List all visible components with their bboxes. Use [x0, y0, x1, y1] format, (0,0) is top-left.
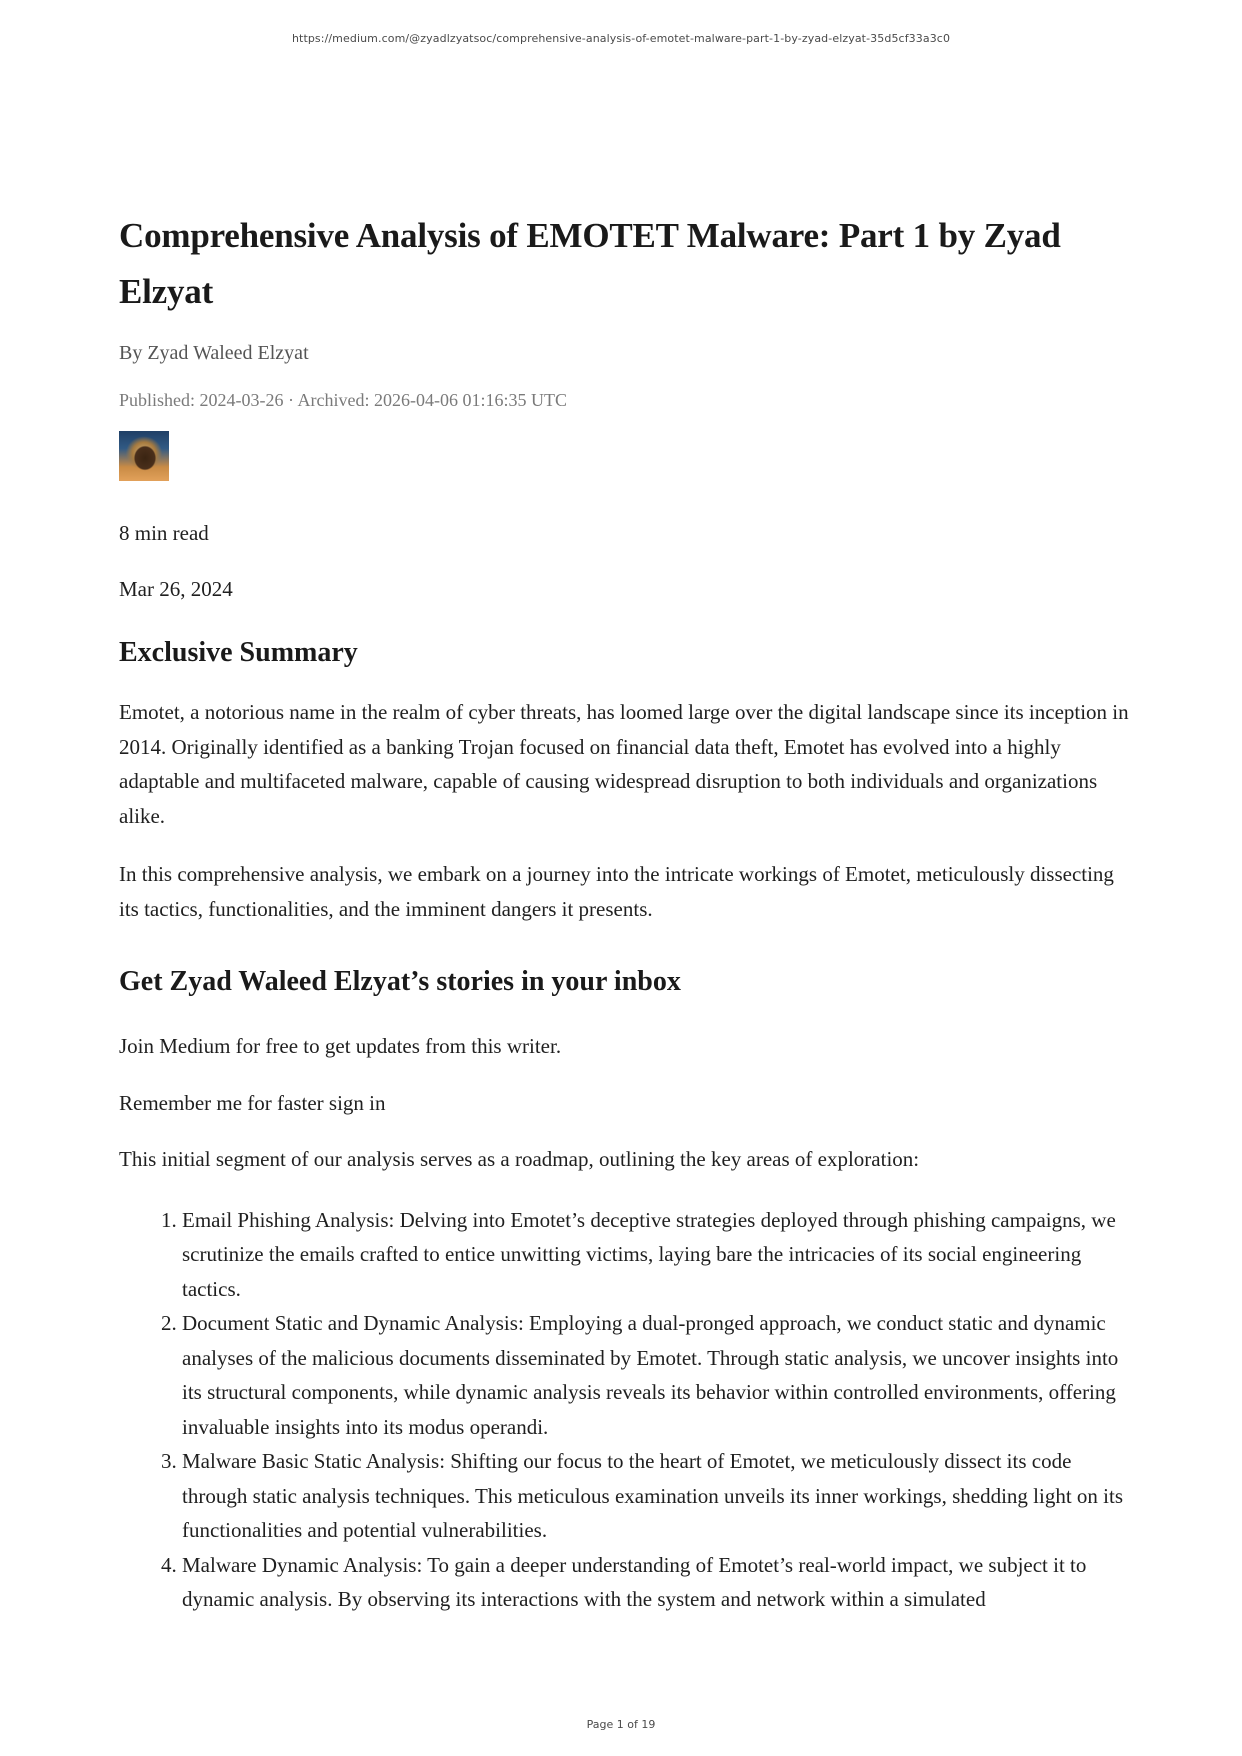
section-heading-summary: Exclusive Summary	[119, 637, 358, 668]
author-byline: By Zyad Waleed Elzyat	[119, 342, 309, 364]
list-item: 2. Document Static and Dynamic Analysis: Employing a dual-pronged approach, we conduct static and dynamic analyses of the malicious documents disseminated by Emotet. Through static analysis, we uncover insights into its structural components, while dynamic analysis reveals its behavior within controlled environments, offering invaluable insights into its modus operandi.	[182, 1306, 1129, 1444]
join-medium-text: Join Medium for free to get updates from this writer.	[119, 1034, 562, 1058]
page-number: Page 1 of 19	[586, 1718, 656, 1731]
publish-archive-meta: Published: 2024-03-26 · Archived: 2026-04-06 01:16:35 UTC	[119, 390, 567, 410]
author-avatar[interactable]	[119, 431, 169, 481]
section-heading-inbox: Get Zyad Waleed Elzyat’s stories in your inbox	[119, 966, 681, 997]
roadmap-intro: This initial segment of our analysis serves as a roadmap, outlining the key areas of exploration:	[119, 1147, 920, 1171]
read-time: 8 min read	[119, 521, 209, 545]
paragraph: In this comprehensive analysis, we embark on a journey into the intricate workings of Emotet, meticulously dissecting its tactics, functionalities, and the imminent dangers it presents.	[119, 862, 1114, 921]
source-url: https://medium.com/@zyadlzyatsoc/comprehensive-analysis-of-emotet-malware-part-1-by-zyad-elzyat-35d5cf33a3c0	[291, 32, 951, 45]
publish-date: Mar 26, 2024	[119, 577, 233, 601]
list-item: 3. Malware Basic Static Analysis: Shifting our focus to the heart of Emotet, we meticulously dissect its code through static analysis techniques. This meticulous examination unveils its inner workings, shedding light on its functionalities and potential vulnerabilities.	[182, 1444, 1129, 1548]
exploration-areas-list	[119, 1203, 1129, 1617]
paragraph: Emotet, a notorious name in the realm of cyber threats, has loomed large over the digital landscape since its inception in 2014. Originally identified as a banking Trojan focused on financial data theft, Emotet has evolved into a highly adaptable and multifaceted malware, capable of causing widespread disruption to both individuals and organizations alike.	[119, 700, 1129, 828]
list-item: 4. Malware Dynamic Analysis: To gain a deeper understanding of Emotet’s real-world impact, we subject it to dynamic analysis. By observing its interactions with the system and network within a simulated	[182, 1548, 1129, 1617]
article	[119, 208, 1129, 1617]
list-item: 1. Email Phishing Analysis: Delving into Emotet’s deceptive strategies deployed through phishing campaigns, we scrutinize the emails crafted to entice unwitting victims, laying bare the intricacies of its social engineering tactics.	[182, 1203, 1129, 1307]
remember-me-text: Remember me for faster sign in	[119, 1090, 386, 1115]
article-title: Comprehensive Analysis of EMOTET Malware: Part 1 by Zyad Elzyat	[119, 216, 1061, 311]
